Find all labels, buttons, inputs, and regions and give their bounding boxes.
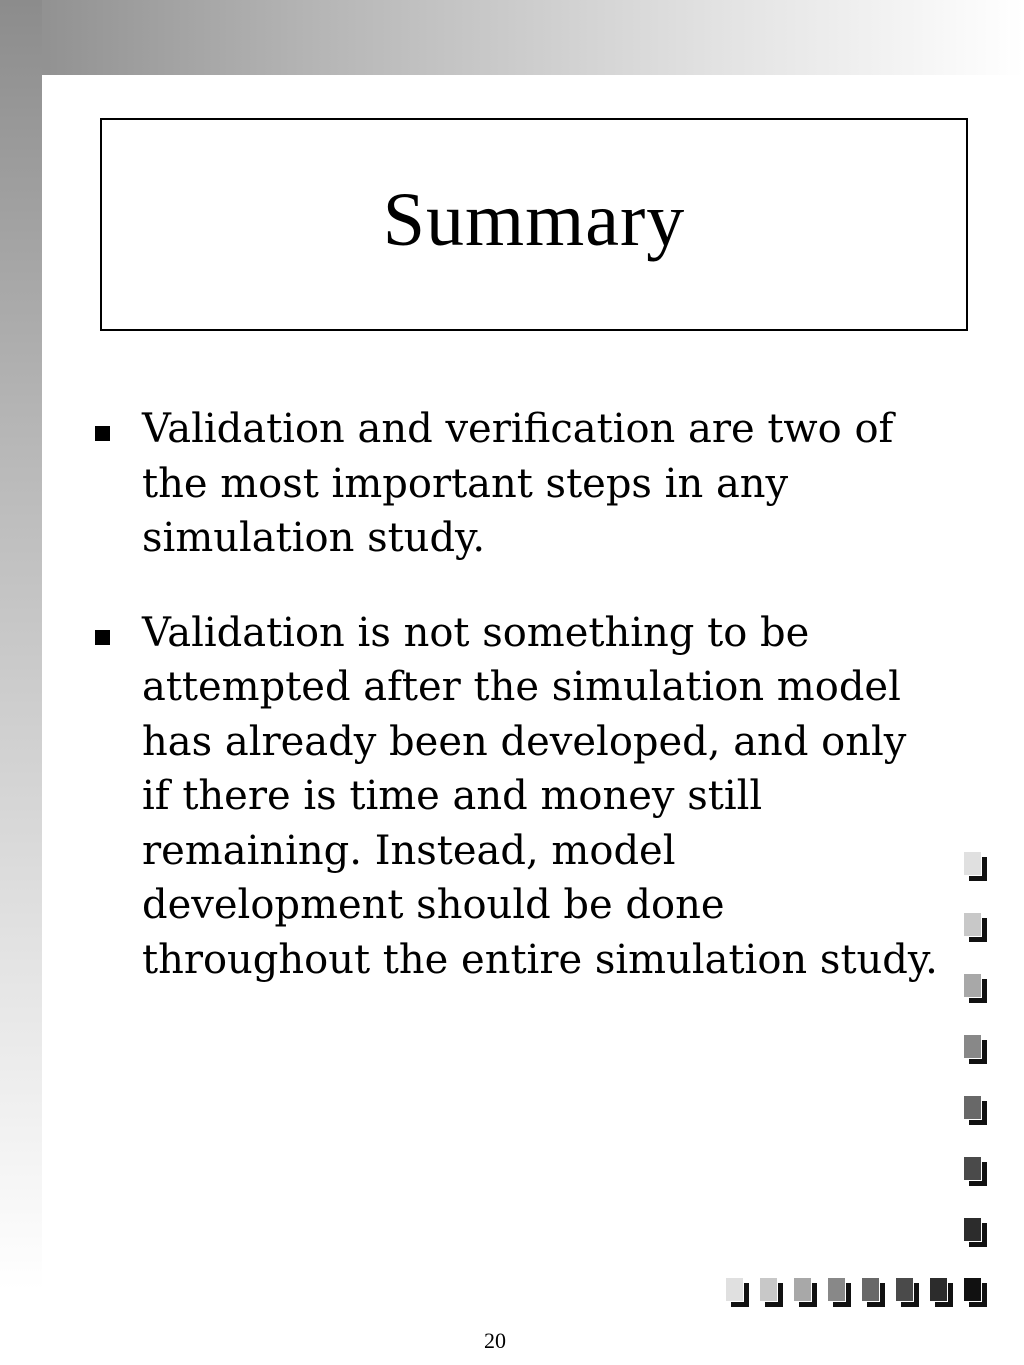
slide-title: Summary <box>382 178 686 262</box>
left-gradient-band <box>0 0 42 1290</box>
decor-square <box>794 1278 818 1308</box>
decor-square <box>862 1278 886 1308</box>
top-gradient-band <box>0 0 1024 75</box>
decor-square <box>760 1278 784 1308</box>
decor-square <box>964 1035 988 1065</box>
page-number: 20 <box>484 1328 506 1353</box>
decor-square <box>930 1278 954 1308</box>
title-box <box>100 118 968 331</box>
bullet-text: Validation is not something to be attempted after the simulation model has already been developed, and only if there is time and money still remaining. Instead, model development should be done throughout the entire simulation study. <box>142 609 938 983</box>
decor-square <box>964 913 988 943</box>
decor-square <box>964 1157 988 1187</box>
decor-square <box>896 1278 920 1308</box>
square-bullet-icon <box>95 630 110 645</box>
decor-square <box>964 1096 988 1126</box>
decor-square <box>964 1218 988 1248</box>
bullet-list <box>92 402 942 1027</box>
decor-square <box>964 852 988 882</box>
bullet-item <box>92 606 942 988</box>
square-bullet-icon <box>95 426 110 441</box>
decor-square <box>964 974 988 1004</box>
bullet-text: Validation and verification are two of the most important steps in any simulation study. <box>142 406 894 561</box>
decor-square <box>964 1278 988 1308</box>
bullet-item <box>92 402 942 566</box>
decor-square <box>828 1278 852 1308</box>
decor-square <box>726 1278 750 1308</box>
